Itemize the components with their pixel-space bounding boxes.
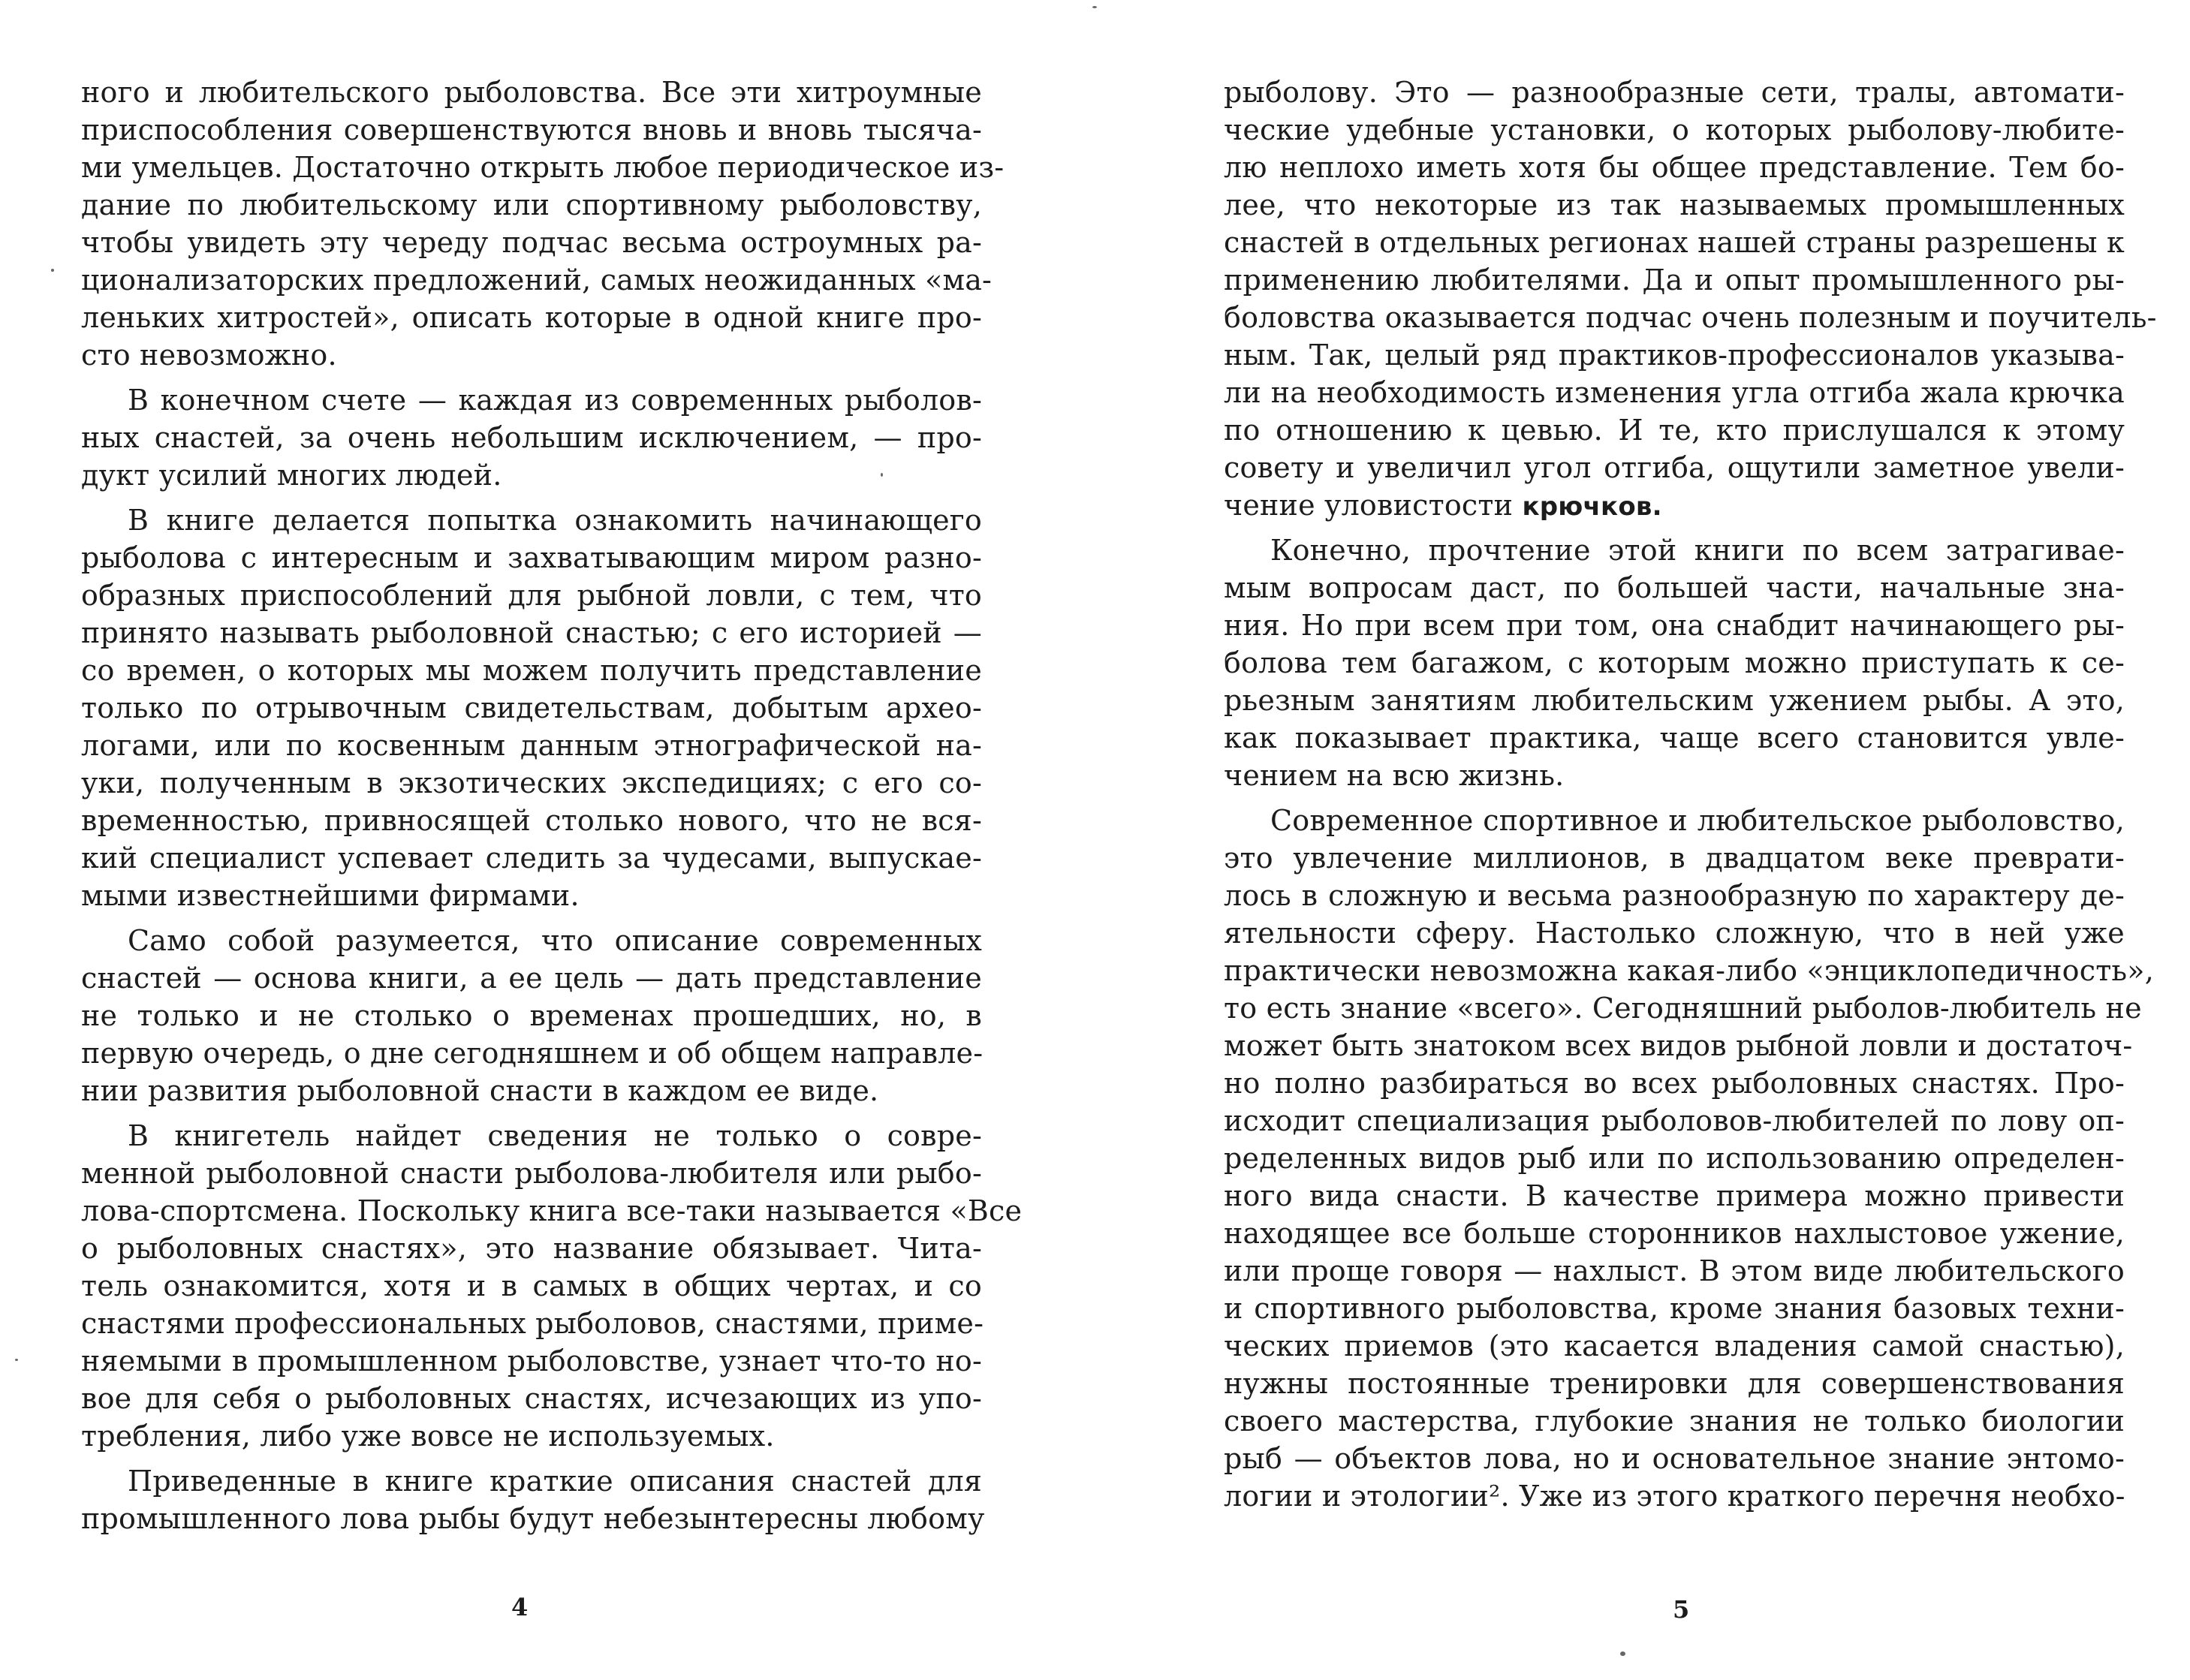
text-line: менной рыболовной снасти рыболова-любителя или рыбо- [81,1157,982,1190]
text-line: как показывает практика, чаще всего становится увле- [1224,721,2125,754]
text-line: практически невозможна какая-либо «энциклопедичность», [1224,954,2155,987]
text-line: образных приспособлений для рыбной ловли, с тем, что [81,579,982,612]
right-page-number: 5 [1673,1595,1690,1624]
text-line: рыб — объектов лова, но и основательное знание энтомо- [1224,1442,2125,1475]
text-line: ли на необходимость изменения угла отгиба жала крючка [1224,376,2125,409]
paragraph [81,381,982,494]
paragraph-gap [81,374,982,381]
text-line: применению любителями. Да и опыт промышленного ры- [1224,263,2125,297]
paragraph [81,1117,1023,1455]
paragraph [81,74,1005,374]
text-line: временностью, привносящей столько нового, что не вся- [81,804,982,837]
text-line: ческих приемов (это касается владения самой снастью), [1224,1329,2125,1362]
text-line: рьезным занятиям любительским ужением рыбы. А это, [1224,684,2125,717]
text-line: ми умельцев. Достаточно открыть любое периодическое из- [81,151,1005,184]
paragraph-gap [81,1109,982,1117]
text-line: то есть знание «всего». Сегодняшний рыболов-любитель не [1224,992,2142,1025]
text-line: Современное спортивное и любительское рыболовство, [1270,804,2125,837]
paragraph-gap [81,914,982,922]
text-line: В конечном счете — каждая из современных рыболов- [128,384,982,417]
text-line: лось в сложную и весьма разнообразную по характеру де- [1224,879,2125,912]
text-line: принято называть рыболовной снастью; с его историей — [81,616,982,649]
text-line: может быть знатоком всех видов рыбной ловли и достаточ- [1224,1029,2133,1062]
text-line: ятельности сферу. Настолько сложную, что в ней уже [1224,917,2125,950]
text-line: Конечно, прочтение этой книги по всем затрагивае- [1270,534,2125,567]
text-line: или проще говоря — нахлыст. В этом виде любительского [1224,1254,2125,1287]
text-line: требления, либо уже вовсе не используемых. [81,1420,775,1453]
text-line: это увлечение миллионов, в двадцатом веке преврати- [1224,842,2125,875]
text-line: ния. Но при всем при том, она снабдит начинающего ры- [1224,609,2125,642]
text-line: но полно разбираться во всех рыболовных снастях. Про- [1224,1067,2125,1100]
text-line: вое для себя о рыболовных снастях, исчезающих из упо- [81,1382,982,1415]
text-line: ного вида снасти. В качестве примера можно привести [1224,1179,2125,1212]
text-line: совету и увеличил угол отгиба, ощутили заметное увели- [1224,451,2125,484]
text-line: В книге делается попытка ознакомить начинающего [128,504,982,537]
text-line: леньких хитростей», описать которые в одной книге про- [81,301,982,334]
text-line: лова-спортсмена. Поскольку книга все-таки называется «Все [81,1194,1023,1227]
text-line: кий специалист успевает следить за чудесами, выпускае- [81,842,982,875]
scan-speck [881,473,883,477]
text-line: ного и любительского рыболовства. Все эти хитроумные [81,76,982,109]
paragraph-gap [1224,794,2125,802]
text-line: со времен, о которых мы можем получить представление [81,654,982,687]
paragraph [1224,531,2125,794]
text-line: своего мастерства, глубокие знания не только биологии [1224,1405,2125,1438]
text-line: ным. Так, целый ряд практиков-профессионалов указыва- [1224,339,2125,372]
text-line: чтобы увидеть эту череду подчас весьма остроумных ра- [81,226,982,259]
text-line: сто невозможно. [81,339,337,372]
text-line: Само собой разумеется, что описание современных [128,924,982,957]
text-line: уки, полученным в экзотических экспедициях; с его со- [81,766,982,799]
text-line: ческие удебные установки, о которых рыболову-любите- [1224,113,2125,146]
left-page [81,74,1023,1537]
paragraph [1224,74,2157,524]
text-line: чением на всю жизнь. [1224,759,1565,792]
bold-word: крючков. [1522,492,1662,522]
text-line: исходит специализация рыболовов-любителей по лову оп- [1224,1104,2125,1137]
scan-speck [15,1359,18,1361]
paragraph [1224,802,2155,1515]
text-line: ных снастей, за очень небольшим исключением, — про- [81,421,982,454]
text-line: дукт усилий многих людей. [81,459,502,492]
text-line: снастями профессиональных рыболовов, снастями, приме- [81,1307,984,1340]
text-line: ционализаторских предложений, самых неожиданных «ма- [81,263,993,297]
text-line: логии и этологии². Уже из этого краткого перечня необхо- [1224,1480,2125,1513]
paragraph-gap [81,494,982,501]
text-line: В книгетель найдет сведения не только о совре- [128,1119,982,1152]
text-line: тель ознакомится, хотя и в самых в общих чертах, и со [81,1269,982,1302]
text-line: нии развития рыболовной снасти в каждом ее виде. [81,1074,879,1107]
text-line: первую очередь, о дне сегодняшнем и об общем направле- [81,1037,984,1070]
paragraph-gap [1224,524,2125,531]
text-line: дание по любительскому или спортивному рыболовству, [81,188,982,221]
text-line-content: чение уловистости [1224,489,1514,522]
text-line: няемыми в промышленном рыболовстве, узнает что-то но- [81,1344,982,1377]
text-line: рыболова с интересным и захватывающим миром разно- [81,541,982,574]
text-line: снастей в отдельных регионах нашей страны разрешены к [1224,226,2125,259]
text-line: только по отрывочным свидетельствам, добытым архео- [81,691,982,724]
text-line: мым вопросам даст, по большей части, начальные зна- [1224,571,2125,604]
text-line: приспособления совершенствуются вновь и вновь тысяча- [81,113,982,146]
text-line: и спортивного рыболовства, кроме знания базовых техни- [1224,1292,2125,1325]
text-line: ределенных видов рыб или по использованию определен- [1224,1142,2125,1175]
paragraph-gap [81,1455,982,1462]
text-line: мыми известнейшими фирмами. [81,879,580,912]
text-line: рыболову. Это — разнообразные сети, тралы, автомати- [1224,76,2125,109]
right-page [1224,74,2157,1515]
left-page-number: 4 [511,1593,529,1621]
text-line: Приведенные в книге краткие описания снастей для [128,1465,982,1498]
text-line: лю неплохо иметь хотя бы общее представление. Тем бо- [1224,151,2125,184]
paragraph [81,1462,985,1537]
text-line: не только и не столько о временах прошедших, но, в [81,999,982,1032]
text-line: по отношению к цевью. И те, кто прислушался к этому [1224,414,2125,447]
text-line: находящее все больше сторонников нахлыстовое ужение, [1224,1217,2125,1250]
scan-speck [1620,1651,1625,1656]
text-line: промышленного лова рыбы будут небезынтересны любому [81,1502,985,1535]
scan-speck [51,269,54,272]
text-line [1224,486,2125,524]
paragraph [81,501,982,914]
text-line: снастей — основа книги, а ее цель — дать представление [81,962,982,995]
text-line: болова тем багажом, с которым можно приступать к се- [1224,646,2125,679]
text-line: о рыболовных снастях», это название обязывает. Чита- [81,1232,982,1265]
scan-speck [1092,6,1097,8]
text-line: нужны постоянные тренировки для совершенствования [1224,1367,2125,1400]
text-line: лее, что некоторые из так называемых промышленных [1224,188,2125,221]
text-line: боловства оказывается подчас очень полезным и поучитель- [1224,301,2157,334]
text-line: логами, или по косвенным данным этнографической на- [81,729,982,762]
paragraph [81,922,982,1109]
